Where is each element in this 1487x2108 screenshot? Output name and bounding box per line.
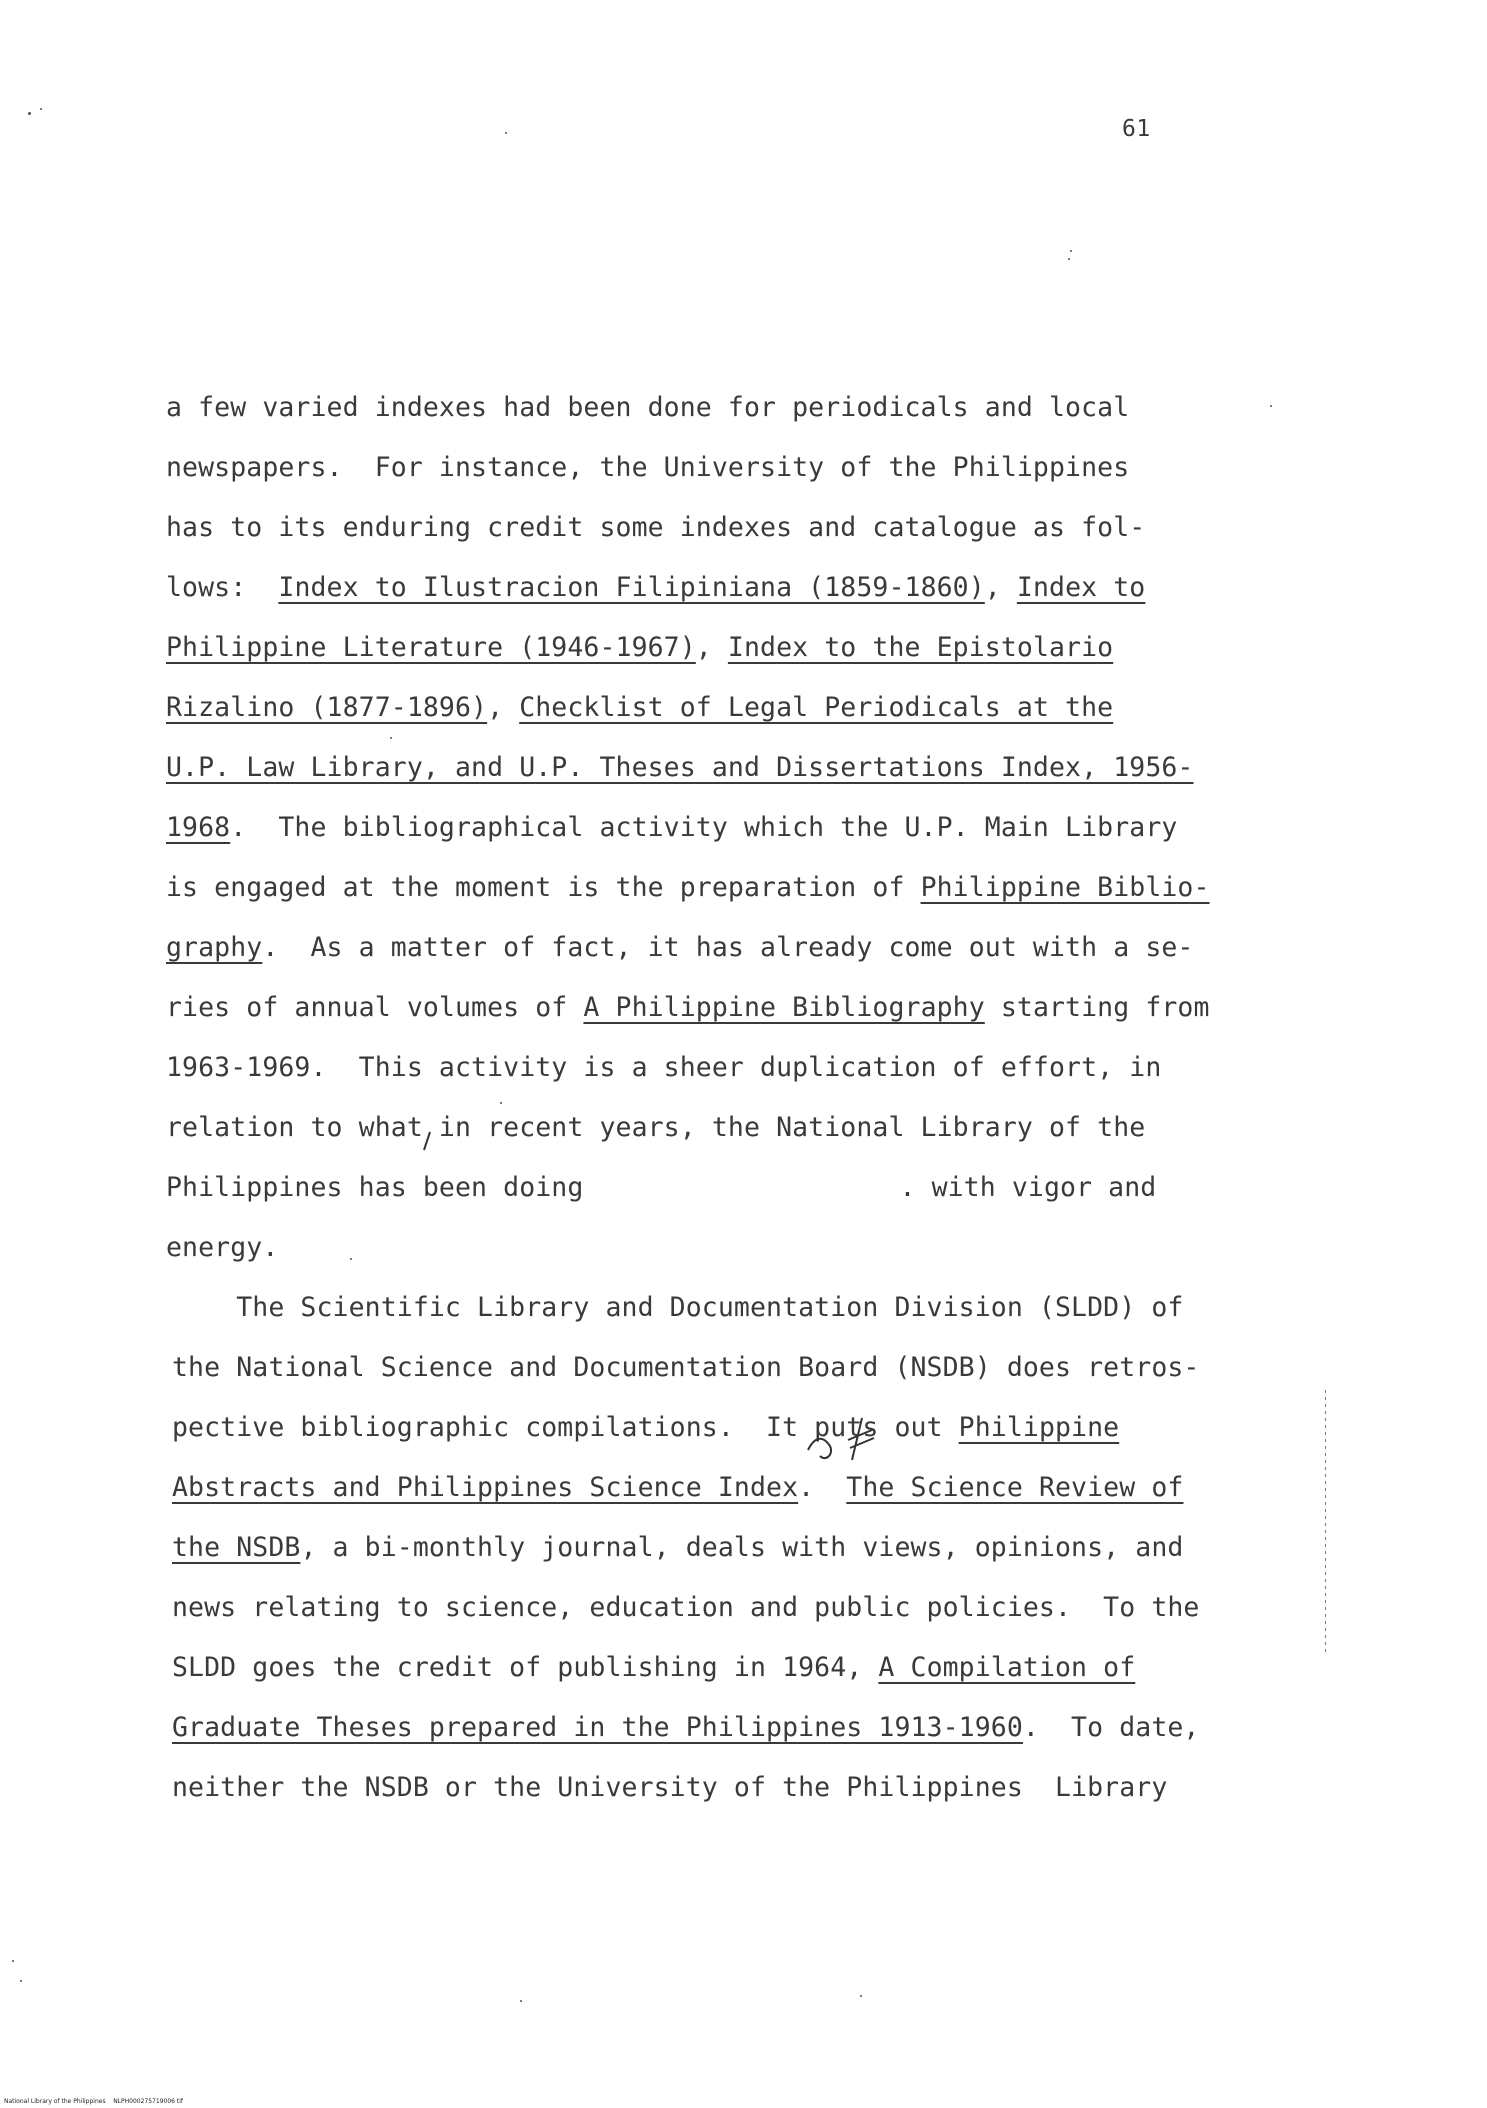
text-segment: a few varied indexes had been done for periodicals and local: [166, 392, 1130, 423]
scan-speck: [40, 108, 42, 110]
text-segment: Philippines has been doing: [166, 1172, 600, 1203]
text-line: [166, 992, 1210, 1024]
text-segment: . with vigor and: [899, 1172, 1157, 1203]
underlined-title: A Philippine Bibliography: [583, 992, 985, 1023]
text-line: [172, 1292, 1183, 1324]
text-segment: , a bi-monthly journal, deals with views, opinions, and: [300, 1532, 1184, 1563]
text-segment: has to its enduring credit some indexes and catalogue as fol-: [166, 512, 1146, 543]
text-line: [166, 1052, 1161, 1084]
text-segment: the National Science and Documentation Board (NSDB) does retros-: [172, 1352, 1200, 1383]
text-segment: ries of annual volumes of: [166, 992, 584, 1023]
scan-speck: [505, 132, 507, 134]
text-line: [166, 572, 1145, 604]
scan-speck: [520, 2000, 522, 2002]
underlined-title: Rizalino (1877-1896): [166, 692, 488, 723]
text-segment: .: [798, 1472, 847, 1503]
text-line: [172, 1472, 1183, 1504]
text-segment: is engaged at the moment is the preparation of: [166, 872, 921, 903]
scan-speck: [390, 737, 392, 739]
text-line: [172, 1772, 1167, 1804]
text-segment: starting from: [984, 992, 1210, 1023]
text-segment: . The bibliographical activity which the U.P. Main Library: [230, 812, 1178, 843]
margin-mark-line: [1325, 1390, 1326, 1655]
text-segment: 1963-1969. This activity is a sheer duplication of effort, in: [166, 1052, 1162, 1083]
text-segment: ,: [984, 572, 1017, 603]
text-line: [166, 692, 1113, 724]
text-segment: lows:: [166, 572, 279, 603]
text-line: [172, 1532, 1183, 1564]
text-line: [172, 1592, 1199, 1624]
text-line: [166, 632, 1113, 664]
text-line: [166, 752, 1193, 784]
text-segment: The Scientific Library and Documentation Division (SLDD) of: [172, 1292, 1184, 1323]
text-line: [172, 1412, 1119, 1444]
text-segment: SLDD goes the credit of publishing in 1964,: [172, 1652, 879, 1683]
underlined-title: A Compilation of: [878, 1652, 1136, 1683]
scan-speck: [20, 1980, 22, 1982]
text-line: [166, 452, 1129, 484]
text-line: [166, 872, 1210, 904]
scan-speck: [1070, 250, 1072, 252]
underlined-title: U.P. Law Library, and U.P. Theses and Dissertations Index, 1956-: [166, 752, 1194, 783]
scan-speck: [12, 1960, 14, 1962]
underlined-title: Philippine Literature (1946-1967): [166, 632, 696, 663]
underlined-title: the NSDB: [172, 1532, 301, 1563]
text-line: [166, 1172, 1156, 1204]
text-segment: neither the NSDB or the University of the Philippines Library: [172, 1772, 1168, 1803]
text-line: [172, 1352, 1199, 1384]
underlined-title: Index to the Epistolario: [727, 632, 1114, 663]
underlined-title: Philippine Biblio-: [920, 872, 1210, 903]
text-segment: relation to what in recent years, the National Library of the: [166, 1112, 1146, 1143]
handwritten-correction-mark: [800, 1410, 890, 1470]
scan-speck: [1270, 405, 1272, 407]
text-line: [172, 1712, 1200, 1744]
handwritten-comma-mark: [418, 1128, 438, 1158]
scan-footer: National Library of the Philippines NLPH000275719006 tif: [4, 2098, 184, 2105]
text-segment: energy.: [166, 1232, 279, 1263]
text-line: [166, 812, 1177, 844]
text-line: [166, 932, 1193, 964]
scan-speck: [1068, 258, 1070, 260]
underlined-title: Index to Ilustracion Filipiniana (1859-1860): [278, 572, 985, 603]
underlined-title: 1968: [166, 812, 231, 843]
text-segment: . As a matter of fact, it has already come out with a se-: [262, 932, 1194, 963]
text-segment: news relating to science, education and public policies. To the: [172, 1592, 1200, 1623]
underlined-title: Abstracts and Philippines Science Index: [172, 1472, 799, 1503]
scan-speck: [28, 112, 31, 115]
scan-speck: [860, 1995, 862, 1997]
scan-speck: [350, 1258, 352, 1260]
text-line: [172, 1652, 1135, 1684]
text-line: [166, 392, 1129, 424]
page-number: 61: [1122, 116, 1151, 142]
underlined-title: The Science Review of: [846, 1472, 1184, 1503]
text-segment: ,: [695, 632, 728, 663]
text-line: [166, 1112, 1145, 1144]
text-line: [166, 512, 1145, 544]
underlined-title: Graduate Theses prepared in the Philippines 1913-1960: [172, 1712, 1023, 1743]
text-segment: newspapers. For instance, the University of the Philippines: [166, 452, 1130, 483]
text-segment: . To date,: [1022, 1712, 1200, 1743]
underlined-title: Index to: [1016, 572, 1146, 603]
underlined-title: Philippine: [958, 1412, 1120, 1443]
underlined-title: graphy: [166, 932, 263, 963]
scan-speck: [500, 1102, 502, 1104]
text-segment: ,: [487, 692, 520, 723]
underlined-title: Checklist of Legal Periodicals at the: [519, 692, 1114, 723]
text-segment: pective bibliographic compilations. It puts out: [172, 1412, 959, 1443]
text-line: [166, 1232, 278, 1264]
